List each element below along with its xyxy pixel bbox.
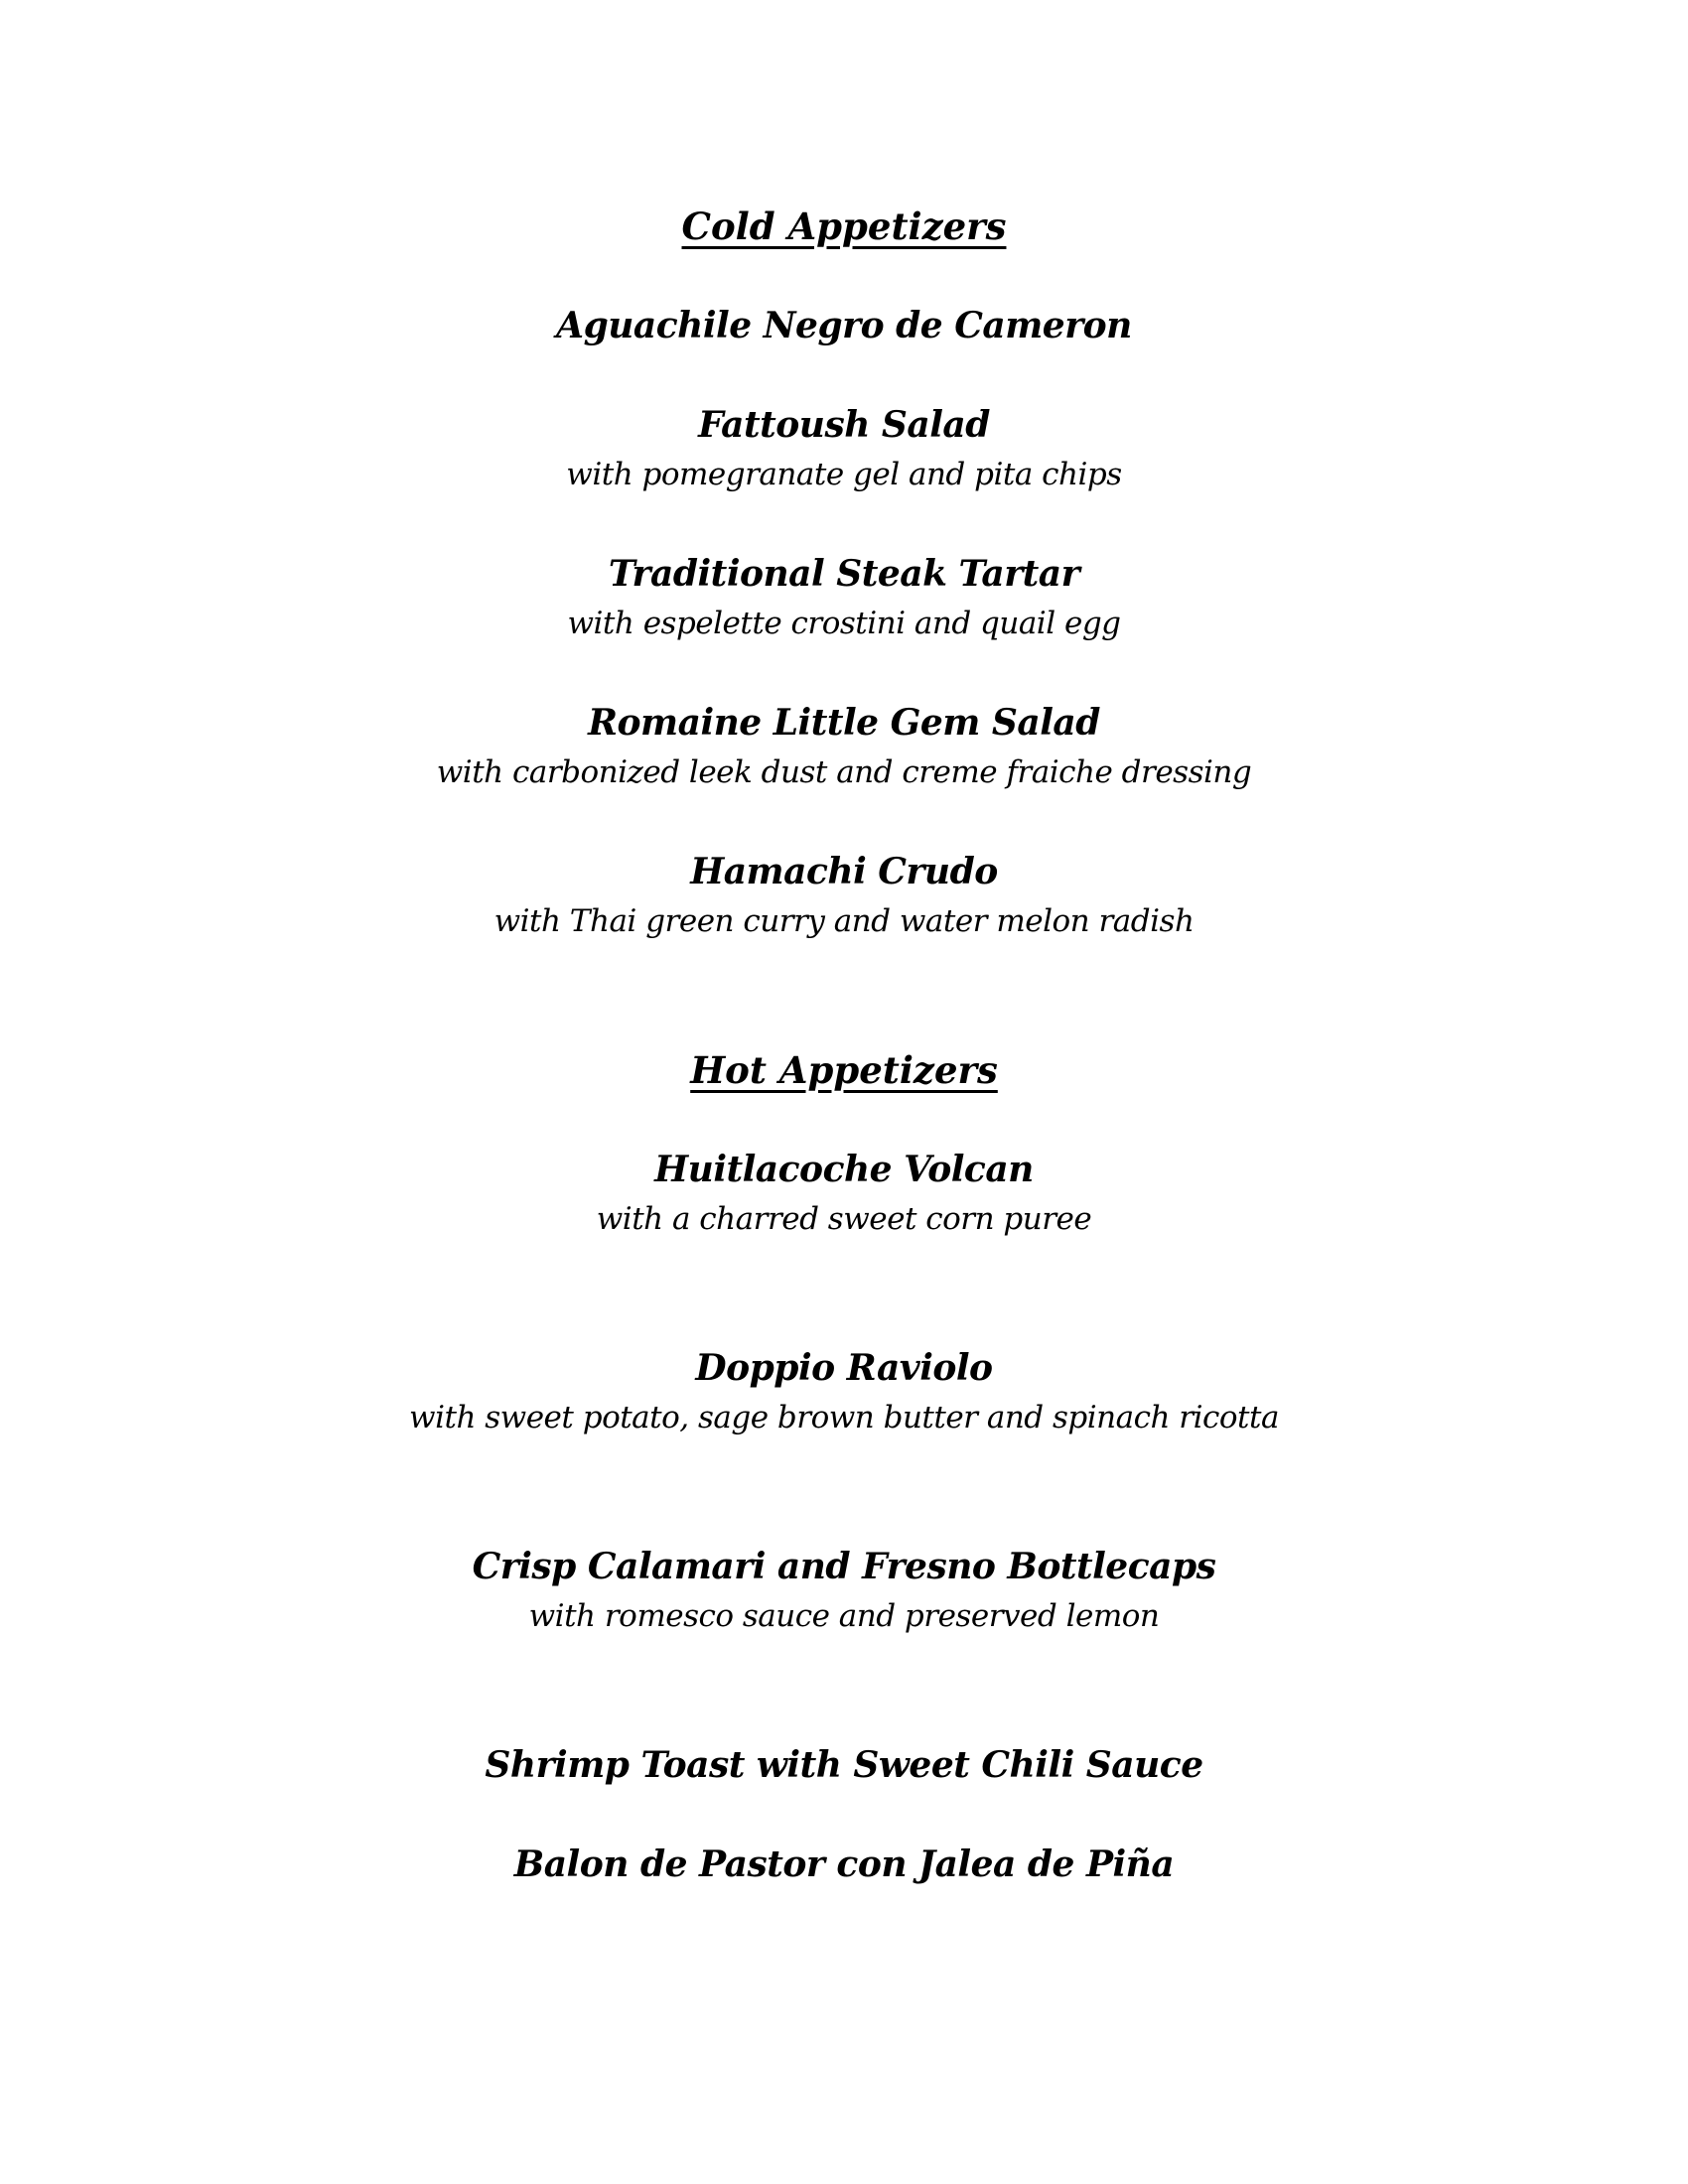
menu-item-description: with Thai green curry and water melon radish <box>493 903 1195 939</box>
blank-line <box>0 1641 1688 1691</box>
menu-item-name: Aguachile Negro de Cameron <box>556 305 1132 346</box>
menu-document <box>0 202 1688 1889</box>
blank-line <box>0 946 1688 996</box>
menu-item-name: Traditional Steak Tartar <box>608 553 1080 595</box>
blank-line <box>0 797 1688 847</box>
blank-line <box>0 499 1688 549</box>
menu-item-description: with romesco sauce and preserved lemon <box>528 1598 1160 1634</box>
section-title: Cold Appetizers <box>681 205 1007 248</box>
menu-item-name: Romaine Little Gem Salad <box>588 702 1100 744</box>
blank-line <box>0 251 1688 301</box>
menu-item-name: Shrimp Toast with Sweet Chili Sauce <box>485 1744 1203 1786</box>
blank-line <box>0 1492 1688 1542</box>
blank-line <box>0 1790 1688 1840</box>
blank-line <box>0 1294 1688 1343</box>
blank-line <box>0 350 1688 400</box>
menu-item-description: with sweet potato, sage brown butter and spinach ricotta <box>409 1400 1279 1435</box>
menu-item-name: Crisp Calamari and Fresno Bottlecaps <box>472 1546 1216 1587</box>
blank-line <box>0 648 1688 698</box>
menu-item-description: with espelette crostini and quail egg <box>567 606 1121 641</box>
menu-item-name: Fattoush Salad <box>698 404 990 446</box>
menu-item-name: Huitlacoche Volcan <box>654 1149 1034 1190</box>
blank-line <box>0 996 1688 1045</box>
blank-line <box>0 1691 1688 1740</box>
menu-item-description: with pomegranate gel and pita chips <box>566 457 1122 492</box>
blank-line <box>0 1442 1688 1492</box>
section-title: Hot Appetizers <box>690 1048 998 1092</box>
blank-line <box>0 1095 1688 1145</box>
blank-line <box>0 1244 1688 1294</box>
menu-item-name: Hamachi Crudo <box>690 851 998 892</box>
menu-item-name: Balon de Pastor con Jalea de Piña <box>513 1843 1175 1885</box>
menu-item-description: with carbonized leek dust and creme fraiche dressing <box>436 754 1252 790</box>
menu-item-description: with a charred sweet corn puree <box>596 1201 1092 1237</box>
menu-item-name: Doppio Raviolo <box>695 1347 993 1389</box>
